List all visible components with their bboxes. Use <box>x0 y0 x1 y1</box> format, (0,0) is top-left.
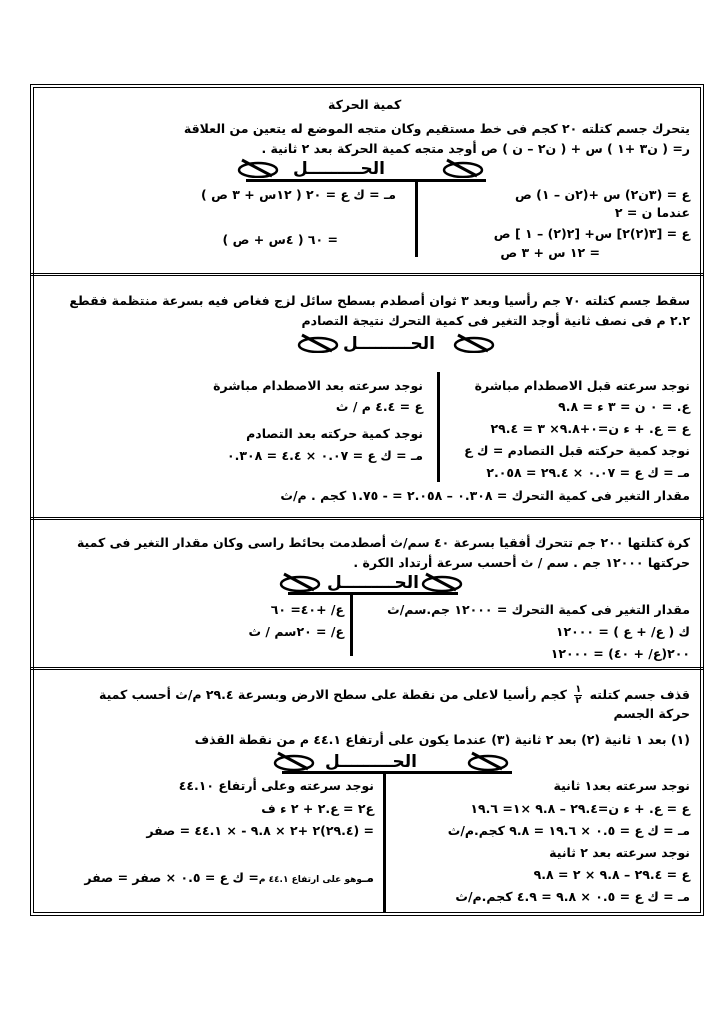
problem-4-line-1 <box>99 685 690 706</box>
solution-line: مـ = ك ع = ٠.٠٧ × ٤.٤ = ٠.٣٠٨ <box>226 448 423 463</box>
fraction-half <box>574 685 582 706</box>
solution-line: ع = ع. + ء ن=٠+٩.٨× ٣ = ٢٩.٤ <box>490 421 690 436</box>
pen-hand-icon <box>278 572 322 592</box>
solution-line: ع/ +٤٠= ٦٠ <box>270 602 344 617</box>
solution-line: نوجد سرعته بعد ٢ ثانية <box>549 845 690 860</box>
momentum-result: = ك ع = ٠.٥ × صفر = صفر <box>84 870 259 885</box>
solution-line: نوجد سرعته قبل الاصطدام مباشرة <box>474 378 690 393</box>
solution-line: عندما ن = ٢ <box>614 205 690 220</box>
solution-rule <box>246 179 486 182</box>
pen-hand-icon <box>272 751 316 771</box>
solution-line: ع = (٣ن٢) س +(٢ن – ١) ص <box>514 187 690 202</box>
problem-1-line-1: يتحرك جسم كتلته ٢٠ كجم فى خط مستقيم وكان متجه الموضع له يتعين من العلاقة <box>183 121 690 136</box>
solution-heading: الحـــــــــل <box>325 752 417 772</box>
problem-4-text-a: قذف جسم كتلته <box>589 687 690 702</box>
pen-hand-icon <box>441 158 485 178</box>
problem-1-line-2: ر= ( ن٣ +١ ) س + ( ن٢ – ن ) ص أوجد متجه كمية الحركة بعد ٢ ثانية . <box>261 141 690 156</box>
column-divider <box>350 594 353 656</box>
solution-line <box>84 870 374 888</box>
solution-line: ٢٠٠(ع/ + ٤٠) = ١٢٠٠٠ <box>550 646 690 661</box>
section-divider <box>30 517 704 520</box>
column-divider <box>415 180 418 257</box>
solution-line: ع = ٢٩.٤ – ٩.٨ × ٢ = ٩.٨ <box>533 867 690 882</box>
solution-line: = ٦٠ ( ٤س + ص ) <box>222 232 338 247</box>
pen-hand-icon <box>296 333 340 353</box>
section-divider <box>30 667 704 670</box>
solution-line: ع/ = ٢٠سم / ث <box>248 624 344 639</box>
solution-line: نوجد سرعته وعلى أرتفاع ٤٤.١٠ <box>178 778 374 793</box>
section-divider <box>30 273 704 276</box>
problem-2-line-1: سقط جسم كتلته ٧٠ جم رأسيا وبعد ٣ ثوان أصطدم بسطح سائل لزج فغاص فيه بسرعة منتظمة فقطع <box>69 293 690 308</box>
pen-hand-icon <box>420 572 464 592</box>
solution-rule <box>288 592 458 595</box>
pen-hand-icon <box>466 751 510 771</box>
problem-2-line-2: ٢.٢ م فى نصف ثانية أوجد التغير فى كمية التحرك نتيجة التصادم <box>301 313 690 328</box>
solution-line: = ١٢ س + ٣ ص <box>500 245 600 260</box>
pen-hand-icon <box>452 333 496 353</box>
fraction-denominator: ٢ <box>575 695 582 706</box>
problem-3-line-2: حركتها ١٢٠٠٠ جم . سم / ث أحسب سرعة أرتداد الكرة . <box>353 555 690 570</box>
solution-line: مقدار التغير فى كمية التحرك = ١٢٠٠٠ جم.سم/ث <box>387 602 690 617</box>
solution-line: مـ = ك ع = ٢٠ ( ١٢س + ٣ ص ) <box>201 187 396 202</box>
solution-heading: الحـــــــــل <box>343 334 435 354</box>
problem-4-line-2: حركة الجسم <box>613 706 690 721</box>
solution-line: مـ = ك ع = ٠.٥ × ٩.٨ = ٤.٩ كجم.م/ث <box>455 889 690 904</box>
solution-total: مقدار التغير فى كمية التحرك = ٠.٣٠٨ – ٢.٠٥٨ = - ١.٧٥ كجم . م/ث <box>280 488 690 503</box>
pen-hand-icon <box>236 158 280 178</box>
solution-line: نوجد سرعته بعد الاصطدام مباشرة <box>213 378 423 393</box>
solution-line: ع = [٣(٢)٢] س+ [٢(٢) – ١ ] ص <box>493 226 690 241</box>
solution-line: ع. = ٠ ن = ٣ ء = ٩.٨ <box>558 399 690 414</box>
fraction-numerator: ١ <box>575 684 582 695</box>
solution-line: = (٢٩.٤)٢ +٢ × ٩.٨ - × ٤٤.١ = صفر <box>146 823 374 838</box>
solution-heading: الحـــــــــل <box>327 573 419 593</box>
momentum-symbol: مـ <box>361 870 374 885</box>
solution-line: ك ( ع/ + ع ) = ١٢٠٠٠ <box>555 624 690 639</box>
solution-line: ع٢ = ع.٢ + ٢ ء ف <box>261 801 374 816</box>
problem-3-line-1: كرة كتلتها ٢٠٠ جم تتحرك أفقيا بسرعة ٤٠ سم/ث أصطدمت بحائط راسى وكان مقدار التغير فى كمية <box>76 535 690 550</box>
solution-line: ع = ٤.٤ م / ث <box>335 399 423 414</box>
solution-line: مـ = ك ع = ٠.٠٧ × ٢٩.٤ = ٢.٠٥٨ <box>486 465 690 480</box>
height-note: وهو على ارتفاع ٤٤.١ م <box>258 875 362 885</box>
column-divider <box>383 772 386 912</box>
solution-rule <box>282 771 512 774</box>
problem-4-text-b: كجم رأسيا لاعلى من نقطة على سطح الارض وبسرعة ٢٩.٤ م/ث أحسب كمية <box>98 687 567 702</box>
solution-line: ع = ع. + ء ن=٢٩.٤ – ٩.٨ ×١= ١٩.٦ <box>470 801 690 816</box>
solution-line: نوجد كمية حركته قبل التصادم = ك ع <box>464 443 690 458</box>
solution-line: نوجد كمية حركته بعد التصادم <box>246 426 423 441</box>
solution-line: مـ = ك ع = ٠.٥ × ١٩.٦ = ٩.٨ كجم.م/ث <box>447 823 690 838</box>
section-title: كمية الحركة <box>328 97 402 112</box>
problem-4-line-3: (١) بعد ١ ثانية (٢) بعد ٢ ثانية (٣) عندما يكون على أرتفاع ٤٤.١ م من نقطة القذف <box>194 732 690 747</box>
solution-heading: الحـــــــــل <box>293 159 385 179</box>
solution-line: نوجد سرعته بعد١ ثانية <box>553 778 690 793</box>
column-divider <box>437 372 440 482</box>
